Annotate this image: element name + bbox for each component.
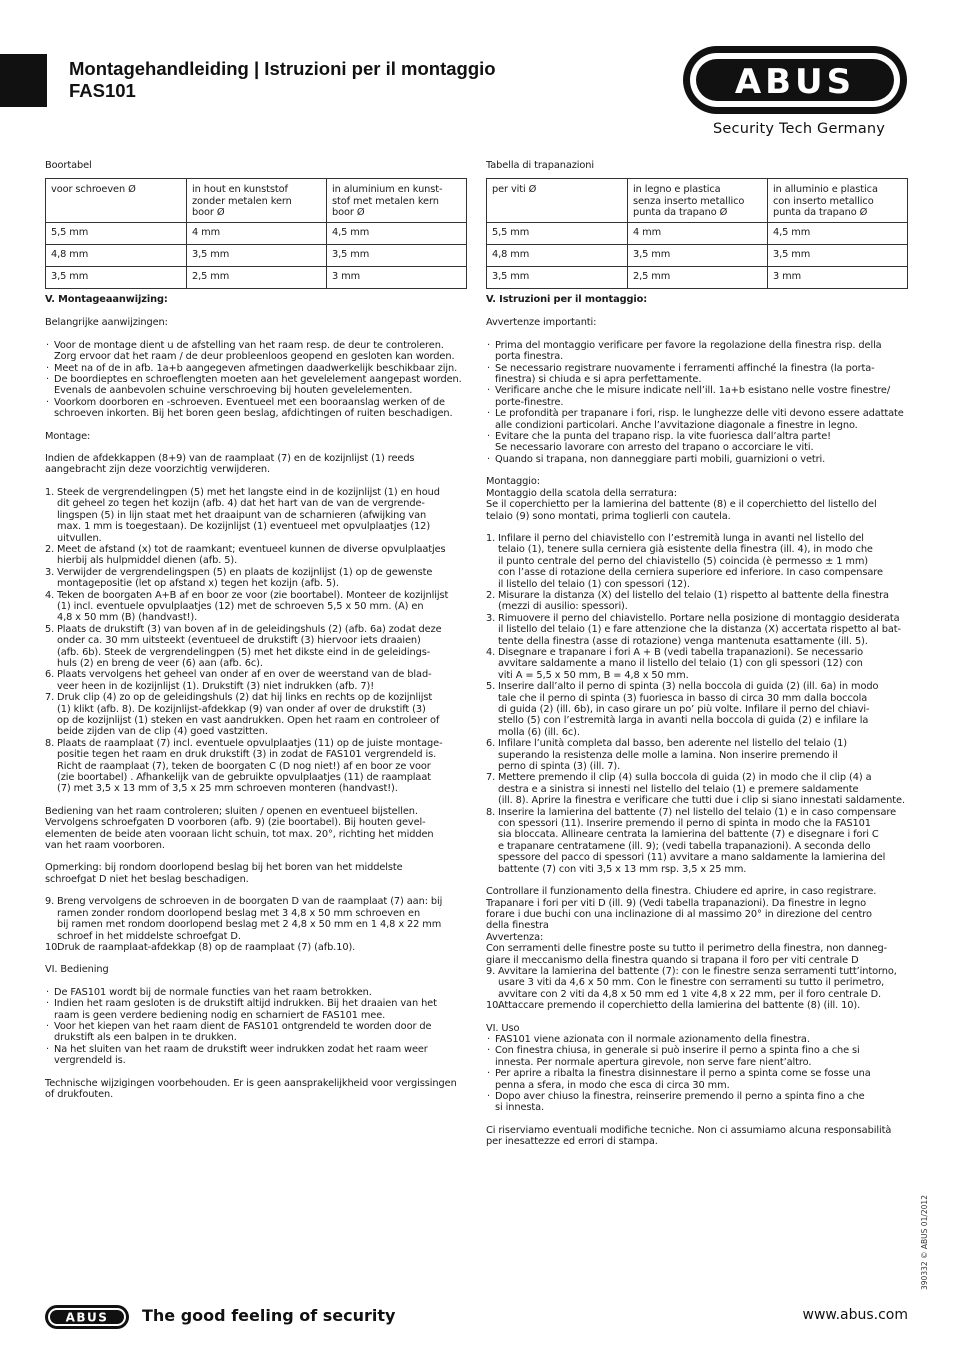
- step-item: [486, 1000, 909, 1011]
- table-cell: 3,5 mm: [768, 245, 908, 267]
- drill-table-caption: Tabella di trapanazioni: [486, 160, 595, 171]
- subheading: Belangrijke aanwijzingen:: [45, 317, 168, 329]
- table-cell: 3 mm: [768, 267, 908, 289]
- list-item: · De boordieptes en schroeflengten moeten aan het gevelelement aangepast worden. Evenals de aanbevolen schuine verschroeving bij houten gevelelementen.: [45, 374, 468, 397]
- list-item: · Con finestra chiusa, in generale si può inserire il perno a spinta fino a che si innesta. Per normale apertura girevole, non serve fare nient’altro.: [486, 1045, 909, 1068]
- table-cell: 2,5 mm: [187, 267, 327, 289]
- drill-table-body: [487, 179, 908, 289]
- bullet-list: [486, 340, 909, 465]
- step-text: Verwijder de vergrendelingspen (5) en plaats de kozijnlijst (1) op de gewenste montagepositie (let op afstand x) tegen het kozijn (afb. 5).: [57, 566, 433, 590]
- step-list: [45, 487, 468, 795]
- list-item: · Dopo aver chiuso la finestra, reinserire premendo il perno a spinta fino a che si innesta.: [486, 1091, 909, 1114]
- step-item: [486, 772, 909, 806]
- table-row: [46, 223, 467, 245]
- list-item: · Prima del montaggio verificare per favore la regolazione della finestra risp. della porta finestra.: [486, 340, 909, 363]
- drill-table: [486, 178, 908, 289]
- step-number: 7.: [45, 692, 55, 704]
- list-item: · Per aprire a ribalta la finestra disinnestare il perno a spinta come se fosse una penna a sfera, in modo che esca di circa 30 mm.: [486, 1068, 909, 1091]
- list-item: · Verificare anche che le misure indicate nell’ill. 1a+b esistano nelle vostre finestre/ porte-finestre.: [486, 385, 909, 408]
- step-number: 4.: [45, 589, 55, 601]
- drill-table-body: [46, 179, 467, 289]
- step-text: Misurare la distanza (X) del listello del telaio (1) rispetto al battente della finestra (mezzi di ausilio: spessori).: [498, 589, 889, 613]
- step-item: [486, 681, 909, 738]
- list-item: · Se necessario registrare nuovamente i ferramenti affinché la finestra (la porta- finestra) si chiuda e si apra perfettamente.: [486, 363, 909, 386]
- table-cell: 4 mm: [628, 223, 768, 245]
- table-cell: 3,5 mm: [628, 245, 768, 267]
- step-item: [486, 966, 909, 1000]
- footer-tagline: The good feeling of security: [142, 1306, 396, 1325]
- step-text: Avvitare la lamierina del battente (7): con le finestre senza serramenti tutt’intorno, usare 3 viti da 4,6 x 50 mm. Con le finestre con serramenti su tutto il perimetro, avvitare con 2 viti da 4,8 x 50 mm ed 1 vite 4,8 x 22 mm, per il foro centrale D.: [498, 965, 897, 1000]
- step-number: 3.: [486, 612, 496, 624]
- step-item: [486, 807, 909, 875]
- table-cell: 3,5 mm: [327, 245, 467, 267]
- abus-footer-logo: [44, 1304, 130, 1330]
- step-text: Breng vervolgens de schroeven in de boorgaten D van de raamplaat (7) aan: bij ramen zonder rondom doorlopend beslag met 3 4,8 x 50 mm schroeven en bij ramen met rondom doorlopend beslag met 2 4,8 x 50 mm en 1 4,8 x 22 mm schroef in het middelste schroefgat D.: [57, 896, 443, 942]
- table-cell: 5,5 mm: [46, 223, 187, 245]
- table-header-cell: per viti Ø: [487, 179, 628, 223]
- table-cell: 4,5 mm: [327, 223, 467, 245]
- table-cell: 3,5 mm: [187, 245, 327, 267]
- list-item: · Voor het kiepen van het raam dient de FAS101 ontgrendeld te worden door de drukstift als een balpen in te drukken.: [45, 1021, 468, 1044]
- step-text: Plaats de drukstift (3) van boven af in de geleidingshuls (2) (afb. 6a) zodat deze onder ca. 30 mm uitsteekt (eventueel de drukstift (3) hiervoor iets draaien) (afb. 6b). Steek de vergrendelingpen (5) met het dikste eind in de geleidings- huls (2) en breng de veer (6) aan (afb. 6c).: [57, 623, 442, 669]
- website-link[interactable]: www.abus.com: [802, 1307, 908, 1323]
- step-item: [486, 647, 909, 681]
- subheading: Avvertenze importanti:: [486, 317, 597, 329]
- table-header-cell: voor schroeven Ø: [46, 179, 187, 223]
- abus-logo-text: ABUS: [734, 62, 856, 102]
- step-item: [45, 942, 468, 953]
- step-item: [486, 738, 909, 772]
- step-item: [45, 487, 468, 544]
- title-line-2: FAS101: [69, 80, 136, 101]
- table-row: [487, 245, 908, 267]
- table-header-cell: in aluminium en kunst- stof met metalen kern boor Ø: [327, 179, 467, 223]
- bullet-list: [45, 340, 468, 420]
- list-item: · Meet na of de in afb. 1a+b aangegeven afmetingen daadwerkelijk beschikbaar zijn.: [45, 363, 468, 374]
- list-item: · Na het sluiten van het raam de drukstift weer indrukken zodat het raam weer vergrendeld is.: [45, 1044, 468, 1067]
- section-title: V. Montageaanwijzing:: [45, 294, 168, 306]
- list-item: · Voorkom doorboren en -schroeven. Eventueel met een booraanslag werken of de schroeven inkorten. Bij het boren geen beslag, afdichtingen of ruiten beschadigen.: [45, 397, 468, 420]
- step-item: [45, 896, 468, 942]
- step-number: 6.: [486, 738, 496, 750]
- abus-footer-logo-text: ABUS: [65, 1310, 109, 1325]
- list-item: · Evitare che la punta del trapano risp. la vite fuoriesca dall’altra parte! Se necessario lavorare con arresto del trapano o accorciare le viti.: [486, 431, 909, 454]
- step-number: 9.: [45, 896, 55, 908]
- step-text: Rimuovere il perno del chiavistello. Portare nella posizione di montaggio desiderata il listello del telaio (1) e fare attenzione che la distanza (X) accertata rispetto al bat- tente della finestra (asse di rotazione) venga mantenuta esattamente (ill. 5).: [498, 612, 901, 647]
- disclaimer: Technische wijzigingen voorbehouden. Er is geen aansprakelijkheid voor vergissingen of drukfouten.: [45, 1077, 457, 1100]
- step-list: [45, 896, 468, 953]
- step-number: 10.: [486, 1000, 502, 1012]
- table-row: [487, 223, 908, 245]
- table-row: [46, 267, 467, 289]
- step-list: [486, 533, 909, 875]
- step-text: Plaats vervolgens het geheel van onder af en over de weerstand van de blad- veer heen in de kozijnlijst (1). Drukstift (3) niet indrukken (afb. 7)!: [57, 669, 432, 692]
- step-text: Infilare l’unità completa dal basso, ben aderente nel listello del telaio (1) superando la resistenza delle molle a lamina. Non inserire premendo il perno di spinta (3) (ill. 7).: [498, 738, 848, 773]
- step-item: [45, 567, 468, 590]
- subheading: Montage:: [45, 430, 91, 442]
- step-number: 8.: [486, 806, 496, 818]
- table-cell: 5,5 mm: [487, 223, 628, 245]
- table-header-cell: in legno e plastica senza inserto metallico punta da trapano Ø: [628, 179, 768, 223]
- step-number: 1.: [45, 486, 55, 498]
- step-item: [45, 692, 468, 738]
- step-text: Infilare il perno del chiavistello con l’estremità lunga in avanti nel listello del telaio (1), tenere sulla cerniera già esistente della finestra (ill. 4), in modo che il punto centrale del perno del chiavistello (5) coincida (è permesso ± 1 mm) con l’asse di rotazione della cerniera superiore ed inferiore. In caso compensare il listello del telaio (1) con spessori (12).: [498, 532, 883, 590]
- step-number: 1.: [486, 532, 496, 544]
- step-number: 6.: [45, 669, 55, 681]
- table-header-cell: in hout en kunststof zonder metalen kern boor Ø: [187, 179, 327, 223]
- step-item: [486, 590, 909, 613]
- table-cell: 2,5 mm: [628, 267, 768, 289]
- document-code: 390332 © ABUS 01/2012: [920, 1195, 929, 1290]
- step-text: Plaats de raamplaat (7) incl. eventuele opvulplaatjes (11) op de juiste montage- positie tegen het raam en druk drukstift (3) in zodat de FAS101 vergrendeld is. Richt de raamplaat (7), teken de boorgaten C (D nog niet!) af en boor ze voor (zie boortabel) . Afhankelijk van de gebruikte opvulplaatjes (11) de raamplaat (7) met 3,5 x 13 mm of 3,5 x 25 mm schroeven monteren (handvast!).: [57, 737, 443, 795]
- step-item: [45, 669, 468, 692]
- step-number: 7.: [486, 772, 496, 784]
- step-text: Disegnare e trapanare i fori A + B (vedi tabella trapanazioni). Se necessario avvitare saldamente a mano il listello del telaio (1) con gli spessori (12) con viti A = 5,5 x 50 mm, B = 4,8 x 50 mm.: [498, 646, 864, 681]
- step-text: Druk de raamplaat-afdekkap (8) op de raamplaat (7) (afb.10).: [57, 941, 356, 953]
- step-number: 5.: [486, 681, 496, 693]
- step-text: Inserire dall’alto il perno di spinta (3) nella boccola di guida (2) (ill. 6a) in modo tale che il perno di spinta (3) fuoriesca in basso di circa 30 mm dalla boccola di guida (2) (ill. 6b), in caso girare un po’ più volte. Infilare il perno del chiavi- stello (5) con l’estremità larga in avanti nella boccola di guida (2) e infilare la molla (6) (ill. 6c).: [498, 681, 879, 738]
- title-line-1: Montagehandleiding | Istruzioni per il montaggio: [69, 58, 496, 79]
- step-number: 2.: [45, 543, 55, 555]
- list-item: · Quando si trapana, non danneggiare parti mobili, guarnizioni o vetri.: [486, 454, 909, 465]
- list-item: · Voor de montage dient u de afstelling van het raam resp. de deur te controleren. Zorg ervoor dat het raam / de deur probleenloos geopend en gesloten kan worden.: [45, 340, 468, 363]
- step-text: Inserire la lamierina del battente (7) nel listello del telaio (1) e in caso compensare con spessori (11). Inserire premendo il perno di spinta in modo che la FAS101 sia bloccata. Allineare centrata la lamierina del battente (7) e disegnare i fori C e trapanare centratamene (ill. 9); (vedi tabella trapanazioni). A seconda dello spessore del pacco di spessori (11) avvitare a mano saldamente la lamierina del battente (7) con viti 3,5 x 13 mm rsp. 3,5 x 25 mm.: [498, 806, 897, 875]
- list-item: · Le profondità per trapanare i fori, risp. le lunghezze delle viti devono essere adattate alle condizioni particolari. Anche l’avvitazione diagonale a finestre in legno.: [486, 408, 909, 431]
- subheading: VI. Uso: [486, 1022, 520, 1034]
- disclaimer: Ci riserviamo eventuali modifiche tecniche. Non ci assumiamo alcuna responsabilità per inesattezze ed errori di stampa.: [486, 1124, 892, 1148]
- step-number: 5.: [45, 623, 55, 635]
- column-italian: [486, 160, 909, 1159]
- drill-table-caption: Boortabel: [45, 160, 92, 171]
- table-header-row: [46, 179, 467, 223]
- step-number: 8.: [45, 737, 55, 749]
- page-title: [69, 58, 496, 102]
- list-item: · De FAS101 wordt bij de normale functies van het raam betrokken.: [45, 987, 468, 998]
- table-cell: 4,8 mm: [487, 245, 628, 267]
- brand-tagline: Security Tech Germany: [713, 121, 886, 137]
- table-row: [487, 267, 908, 289]
- table-header-cell: in alluminio e plastica con inserto metallico punta da trapano Ø: [768, 179, 908, 223]
- step-text: Meet de afstand (x) tot de raamkant; eventueel kunnen de diverse opvulplaatjes hierbij als hulpmiddel dienen (afb. 5).: [57, 543, 446, 567]
- column-dutch: [45, 160, 468, 1111]
- step-item: [45, 624, 468, 670]
- step-number: 4.: [486, 646, 496, 658]
- list-item: · Indien het raam gesloten is de drukstift altijd indrukken. Bij het draaien van het raam is geen verdere bediening nodig en scharniert de FAS101 mee.: [45, 998, 468, 1021]
- step-number: 3.: [45, 566, 55, 578]
- step-text: Druk clip (4) zo op de geleidingshuls (2) dat hij links en rechts op de kozijnlijst (1) klikt (afb. 8). De kozijnlijst-afdekkap (9) van onder af over de drukstift (3) op de kozijnlijst (1) steken en vast aandrukken. Open het raam en controleer of beide zijden van de clip (4) goed vastzitten.: [57, 692, 440, 738]
- table-cell: 4,5 mm: [768, 223, 908, 245]
- step-text: Mettere premendo il clip (4) sulla boccola di guida (2) in modo che il clip (4) a destra e a sinistra si innesti nel listello del telaio (1) e premere saldamente (ill. 8). Aprire la finestra e verificare che tutti due i clip si siano innestati saldamente.: [498, 772, 905, 807]
- subheading: VI. Bediening: [45, 964, 109, 976]
- table-cell: 4,8 mm: [46, 245, 187, 267]
- step-item: [45, 738, 468, 795]
- step-item: [45, 590, 468, 624]
- paragraph: Controllare il funzionamento della finestra. Chiudere ed aprire, in caso registrare. Trapanare i fori per viti D (ill. 9) (Vedi tabella trapanazioni). Da finestre in legno forare i due buchi con una inclinazione di al massimo 20° in direzione del centro della finestra Avvertenza: Con serramenti delle finestre poste su tutto il perimetro della finestra, non danneg- giare il meccanismo della finestra quando si trapana il foro per viti centrale D: [486, 886, 888, 966]
- step-text: Teken de boorgaten A+B af en boor ze voor (zie boortabel). Monteer de kozijnlijst (1) incl. eventuele opvulplaatjes (12) met de schroeven 5,5 x 50 mm. (A) en 4,8 x 50 mm (B) (handvast!).: [57, 589, 449, 624]
- paragraph: Opmerking: bij rondom doorlopend beslag bij het boren van het middelste schroefgat D niet het beslag beschadigen.: [45, 862, 403, 885]
- drill-table: [45, 178, 467, 289]
- step-text: Steek de vergrendelingpen (5) met het langste eind in de kozijnlijst (1) en houd dit geheel zo tegen het kozijn (afb. 4) dat het hart van de van de vergrende- lingspen (5) in lijn staat met het draaipunt van de scharnieren (afwijking van max. 1 mm is toegestaan). De kozijnlijst (1) eventueel met opvulplaatjes (12) uitvullen.: [57, 486, 440, 544]
- table-cell: 3 mm: [327, 267, 467, 289]
- step-item: [486, 533, 909, 590]
- table-header-row: [487, 179, 908, 223]
- table-cell: 3,5 mm: [46, 267, 187, 289]
- bullet-list: [486, 1034, 909, 1114]
- table-cell: 4 mm: [187, 223, 327, 245]
- paragraph: Bediening van het raam controleren; sluiten / openen en eventueel bijstellen. Vervolgens schroefgaten D voorboren (afb. 9) (zie boortabel). Bij houten gevel- elementen de beide aten vooraan licht schuin, tot max. 20°, richting het midden van het raam voorboren.: [45, 805, 434, 852]
- step-item: [45, 544, 468, 567]
- table-row: [46, 245, 467, 267]
- list-item: · FAS101 viene azionata con il normale azionamento della finestra.: [486, 1034, 909, 1045]
- bullet-list: [45, 987, 468, 1067]
- step-number: 9.: [486, 965, 496, 977]
- abus-logo: [681, 44, 909, 116]
- step-list: [486, 966, 909, 1012]
- paragraph: Montaggio: Montaggio della scatola della serratura: Se il coperchietto per la lamierina del battente (8) e il coperchietto del listello del telaio (9) sono montati, prima toglierli con cautela.: [486, 476, 877, 522]
- step-number: 10.: [45, 941, 61, 953]
- step-text: Attaccare premendo il coperchietto della lamierina del battente (8) (ill. 10).: [498, 1000, 861, 1012]
- page-corner-tab: [0, 54, 47, 107]
- step-item: [486, 613, 909, 647]
- section-title: V. Istruzioni per il montaggio:: [486, 294, 648, 306]
- table-cell: 3,5 mm: [487, 267, 628, 289]
- step-number: 2.: [486, 589, 496, 601]
- paragraph: Indien de afdekkappen (8+9) van de raamplaat (7) en de kozijnlijst (1) reeds aangebracht zijn deze voorzichtig verwijderen.: [45, 453, 415, 476]
